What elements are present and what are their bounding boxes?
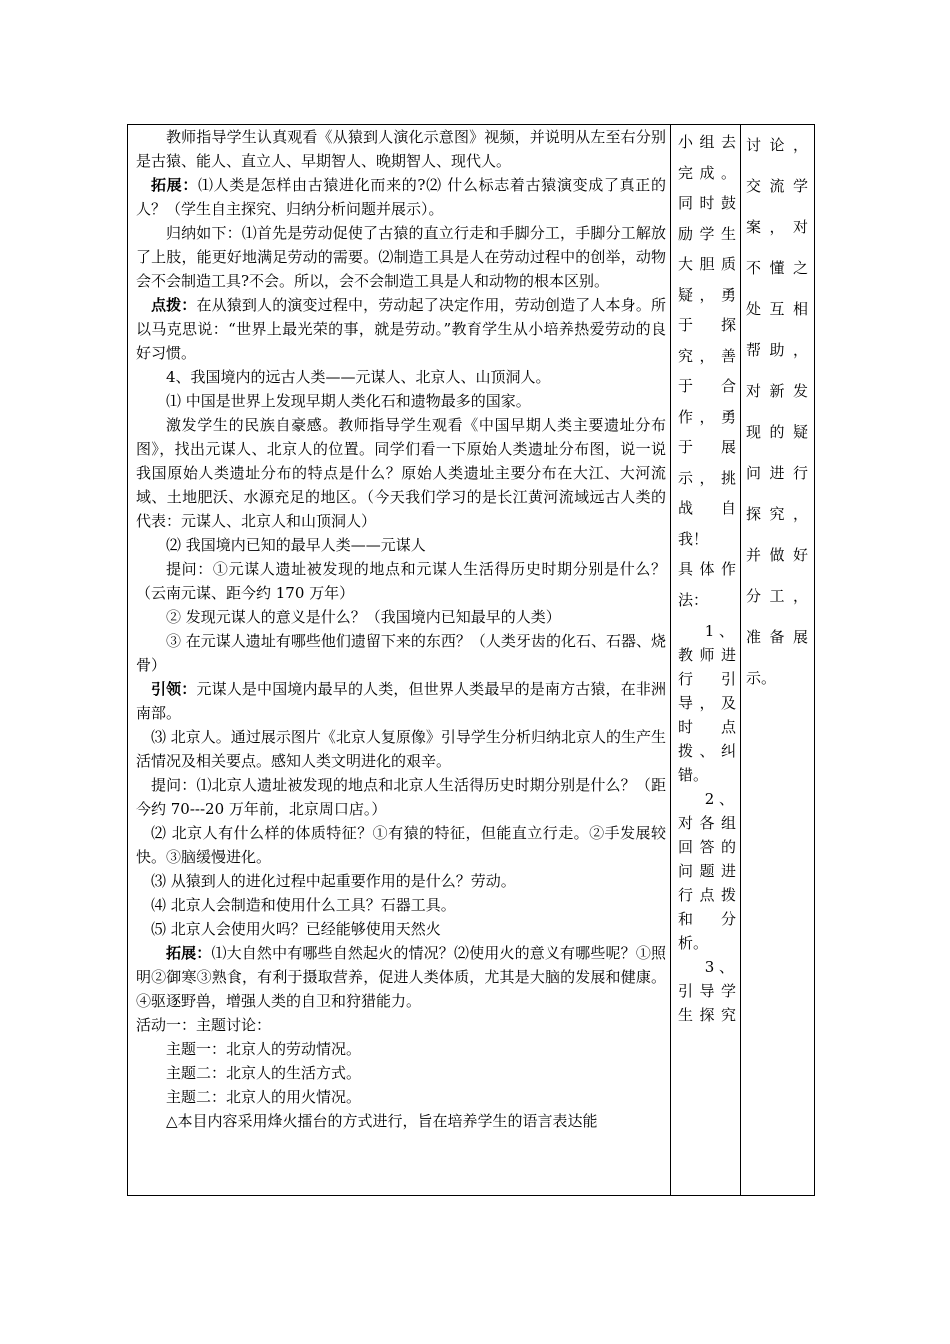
paragraph: ⑶ 北京人。通过展示图片《北京人复原像》引导学生分析归纳北京人的生产生活情况及相关要点。感知人类文明进化的艰辛。 bbox=[136, 728, 666, 770]
paragraph: ⑷ 北京人会制造和使用什么工具？石器工具。 bbox=[151, 896, 456, 914]
teaching-content-column bbox=[136, 125, 666, 1133]
right-line: 问进行 bbox=[746, 464, 808, 482]
topic-item: 主题二：北京人的用火情况。 bbox=[166, 1088, 362, 1106]
mid-line: 于 合 bbox=[678, 377, 736, 395]
label-extend: 拓展： bbox=[151, 176, 199, 194]
label-extend: 拓展： bbox=[166, 944, 212, 962]
paragraph: 激发学生的民族自豪感。教师指导学生观看《中国早期人类主要遗址分布图》，找出元谋人、北京人的位置。同学们看一下原始人类遗址分布图，说一说我国原始人类遗址分布的特点是什么？原始人类遗址主要分布在大江、大河流域、土地肥沃、水源充足的地区。（今天我们学习的是长江黄河流域远古人类的代表：元谋人、北京人和山顶洞人） bbox=[136, 416, 666, 530]
mid-line: 错。 bbox=[678, 766, 709, 784]
paragraph bbox=[136, 173, 666, 221]
paragraph: ⑵ 北京人有什么样的体质特征？①有猿的特征，但能直立行走。②手发展较快。③脑缓慢进化。 bbox=[136, 824, 666, 866]
paragraph: △本目内容采用烽火擂台的方式进行，旨在培养学生的语言表达能 bbox=[166, 1112, 598, 1130]
mid-line: 行 引 bbox=[678, 670, 736, 688]
paragraph-text: 元谋人是中国境内最早的人类，但世界人类最早的是南方古猿，在非洲南部。 bbox=[136, 680, 666, 722]
topic-item: 主题二：北京人的生活方式。 bbox=[166, 1064, 362, 1082]
mid-line: 完成。 bbox=[678, 163, 736, 182]
mid-line: 和 分 bbox=[678, 910, 736, 928]
right-line: 并做好 bbox=[746, 546, 808, 564]
paragraph-text: ⑴大自然中有哪些自然起火的情况？⑵使用火的意义有哪些呢？①照明②御寒③熟食，有利于摄取营养，促进人类体质，尤其是大脑的发展和健康。④驱逐野兽，增强人类的自卫和狩猎能力。 bbox=[136, 944, 666, 1010]
paragraph: ⑶ 从猿到人的进化过程中起重要作用的是什么？劳动。 bbox=[151, 872, 516, 890]
right-line: 现的疑 bbox=[746, 423, 808, 441]
paragraph: ⑵ 我国境内已知的最早人类——元谋人 bbox=[166, 536, 426, 554]
mid-line: 1 、 bbox=[704, 622, 734, 640]
mid-line: 拨、纠 bbox=[678, 742, 736, 760]
section-heading: 4、我国境内的远古人类——元谋人、北京人、山顶洞人。 bbox=[166, 368, 551, 386]
mid-line: 回答的 bbox=[678, 838, 736, 856]
mid-line: 励学生 bbox=[678, 224, 736, 243]
mid-line: 于 探 bbox=[678, 316, 736, 334]
mid-line: 2 、 bbox=[704, 790, 734, 808]
right-line: 案，对 bbox=[746, 218, 808, 236]
paragraph bbox=[136, 677, 666, 725]
paragraph: ⑴ 中国是世界上发现早期人类化石和遗物最多的国家。 bbox=[166, 392, 531, 410]
student-activity-column bbox=[746, 125, 808, 699]
paragraph: ② 发现元谋人的意义是什么？（我国境内已知最早的人类） bbox=[166, 608, 561, 626]
paragraph: 归纳如下：⑴首先是劳动促使了古猿的直立行走和手脚分工，手脚分工解放了上肢，能更好地满足劳动的需要。⑵制造工具是人在劳动过程中的创举，动物会不会制造工具?不会。所以，会不会制造工具是人和动物的根本区别。 bbox=[136, 224, 666, 290]
right-line: 示。 bbox=[746, 669, 777, 687]
activity-heading: 活动一：主题讨论： bbox=[136, 1016, 272, 1034]
mid-line: 小组去 bbox=[678, 133, 736, 151]
right-line: 对新发 bbox=[746, 382, 808, 400]
mid-line: 法： bbox=[678, 590, 709, 609]
mid-line: 教师进 bbox=[678, 646, 736, 664]
column-divider bbox=[740, 125, 741, 1195]
paragraph-text: ⑴人类是怎样由古猿进化而来的?⑵ 什么标志着古猿演变成了真正的人？（学生自主探究、归纳分析问题并展示）。 bbox=[136, 176, 666, 218]
label-lead: 引领： bbox=[151, 680, 197, 698]
mid-line: 导，及 bbox=[678, 694, 736, 712]
right-line: 讨论， bbox=[746, 136, 808, 154]
right-line: 不懂之 bbox=[746, 259, 808, 277]
right-line: 帮助， bbox=[746, 341, 808, 359]
right-line: 交流学 bbox=[746, 177, 808, 195]
label-hint: 点拨： bbox=[151, 296, 197, 314]
paragraph bbox=[136, 293, 666, 365]
paragraph bbox=[136, 941, 666, 1013]
topic-item: 主题一：北京人的劳动情况。 bbox=[166, 1040, 362, 1058]
paragraph-text: 在从猿到人的演变过程中，劳动起了决定作用，劳动创造了人本身。所以马克思说：“世界上最光荣的事，就是劳动。”教育学生从小培养热爱劳动的良好习惯。 bbox=[136, 296, 666, 362]
mid-line: 问题进 bbox=[678, 862, 736, 880]
mid-line: 行点拨 bbox=[678, 886, 736, 904]
mid-line: 生探究 bbox=[678, 1006, 736, 1024]
mid-line: 3 、 bbox=[704, 958, 734, 976]
mid-line: 大胆质 bbox=[678, 255, 736, 273]
mid-line: 析。 bbox=[678, 934, 709, 952]
mid-line: 同时鼓 bbox=[678, 194, 736, 212]
mid-line: 于 展 bbox=[678, 438, 736, 456]
column-divider bbox=[670, 125, 671, 1195]
paragraph: ⑸ 北京人会使用火吗？已经能够使用天然火 bbox=[151, 920, 441, 938]
teacher-guidance-column bbox=[678, 127, 736, 1027]
mid-line: 究，善 bbox=[678, 346, 736, 365]
mid-line: 时 点 bbox=[678, 718, 736, 736]
paragraph: ③ 在元谋人遗址有哪些他们遗留下来的东西？（人类牙齿的化石、石器、烧骨） bbox=[136, 632, 666, 674]
mid-line: 示，挑 bbox=[678, 468, 736, 487]
method-steps bbox=[678, 619, 736, 1027]
lesson-table bbox=[127, 124, 815, 1196]
right-line: 分工， bbox=[746, 587, 808, 605]
right-line: 准备展 bbox=[746, 628, 808, 646]
mid-line: 对各组 bbox=[678, 814, 736, 832]
right-line: 处互相 bbox=[746, 300, 808, 318]
mid-line: 具体作 bbox=[678, 560, 736, 578]
mid-line: 我！ bbox=[678, 529, 709, 548]
paragraph: 教师指导学生认真观看《从猿到人演化示意图》视频，并说明从左至右分别是古猿、能人、直立人、早期智人、晚期智人、现代人。 bbox=[136, 128, 666, 170]
mid-line: 疑，勇 bbox=[678, 285, 736, 304]
paragraph: 提问：⑴北京人遗址被发现的地点和北京人生活得历史时期分别是什么？（距今约 70---20 万年前，北京周口店。） bbox=[136, 776, 666, 818]
mid-line: 作，勇 bbox=[678, 407, 736, 426]
mid-line: 战 自 bbox=[678, 499, 736, 517]
paragraph: 提问：①元谋人遗址被发现的地点和元谋人生活得历史时期分别是什么？（云南元谋、距今约 170 万年） bbox=[136, 560, 666, 602]
mid-line: 引导学 bbox=[678, 982, 736, 1000]
right-line: 探究， bbox=[746, 505, 808, 523]
